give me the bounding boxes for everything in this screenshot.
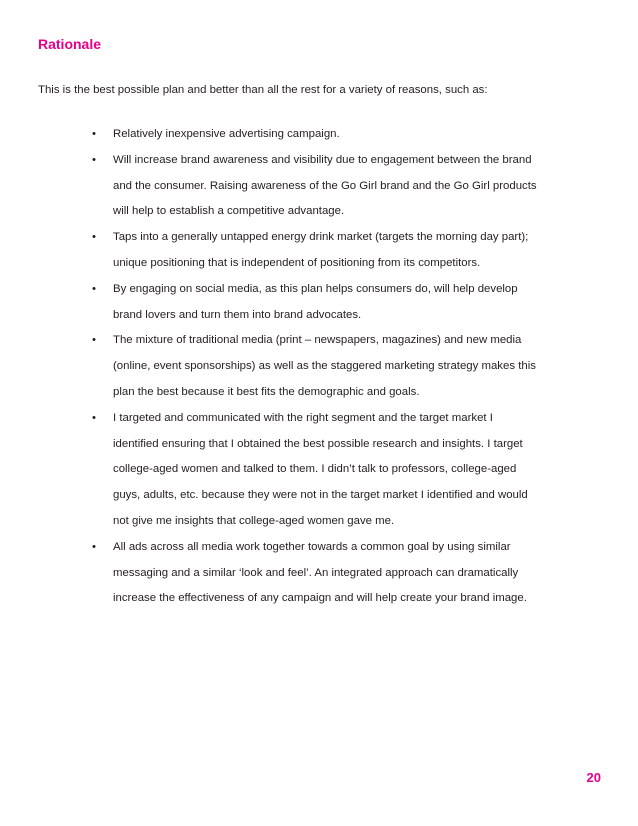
reason-item (88, 148, 588, 225)
reason-text-line: increase the effectiveness of any campaign and will help create your brand image. (113, 592, 527, 605)
reason-text-line: The mixture of traditional media (print – newspapers, magazines) and new media (113, 334, 522, 347)
intro-paragraph: This is the best possible plan and better than all the rest for a variety of reasons, such as: (38, 84, 488, 96)
reason-text-line: unique positioning that is independent of positioning from its competitors. (113, 256, 481, 269)
reason-text-line: Taps into a generally untapped energy drink market (targets the morning day part); (113, 231, 529, 244)
reason-text-line: Will increase brand awareness and visibility due to engagement between the brand (113, 153, 532, 166)
reason-item (88, 225, 588, 277)
reason-item (88, 328, 588, 405)
reason-text-line: guys, adults, etc. because they were not in the target market I identified and would (113, 489, 528, 502)
reason-item (88, 277, 588, 329)
reason-text-line: Relatively inexpensive advertising campaign. (113, 128, 340, 140)
reason-item (88, 535, 588, 612)
reason-text-line: not give me insights that college-aged women gave me. (113, 514, 395, 527)
reason-text-line: brand lovers and turn them into brand advocates. (113, 308, 362, 321)
bullet-icon: • (92, 153, 96, 166)
reason-item (88, 122, 588, 148)
bullet-icon: • (92, 540, 96, 553)
reason-text-line: (online, event sponsorships) as well as the staggered marketing strategy makes this (113, 360, 536, 373)
bullet-icon: • (92, 411, 96, 424)
bullet-icon: • (92, 282, 96, 295)
reason-text-line: and the consumer. Raising awareness of the Go Girl brand and the Go Girl products (113, 179, 537, 192)
bullet-icon: • (92, 334, 96, 347)
reason-text-line: I targeted and communicated with the right segment and the target market I (113, 411, 493, 424)
reason-text-line: messaging and a similar ‘look and feel’. An integrated approach can dramatically (113, 566, 519, 579)
reason-text-line: By engaging on social media, as this plan helps consumers do, will help develop (113, 282, 518, 295)
reasons-list (88, 122, 588, 612)
page-number: 20 (586, 770, 601, 785)
section-heading: Rationale (38, 36, 102, 52)
reason-text-line: will help to establish a competitive advantage. (113, 205, 345, 218)
reason-text-line: All ads across all media work together towards a common goal by using similar (113, 540, 511, 553)
reason-text-line: college-aged women and talked to them. I didn’t talk to professors, college-aged (113, 463, 517, 476)
bullet-icon: • (92, 231, 96, 244)
bullet-icon: • (92, 128, 96, 140)
reason-text-line: identified ensuring that I obtained the best possible research and insights. I target (113, 437, 523, 450)
reason-text-line: plan the best because it best fits the demographic and goals. (113, 385, 420, 398)
reason-item (88, 406, 588, 535)
